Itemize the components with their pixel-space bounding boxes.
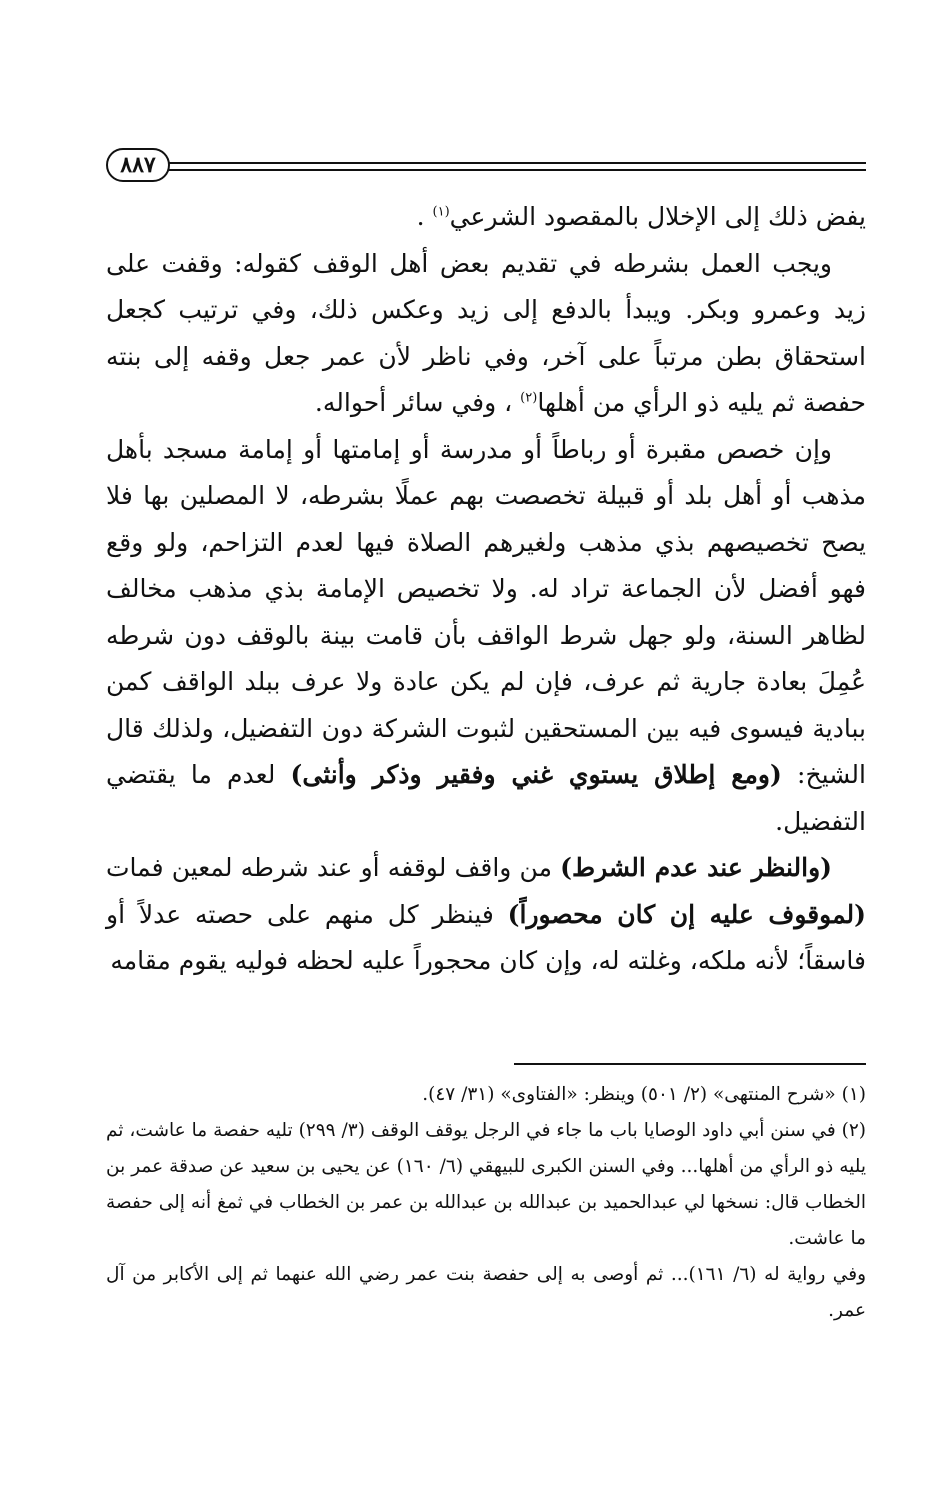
p2-text-a: ويجب العمل بشرطه في تقديم بعض أهل الوقف كقوله: وقفت على زيد وعمرو وبكر. ويبدأ بالدفع إلى زيد وعكس ذلك، وفي ترتيب كجعل استحقاق بطن مرتباً على آخر، وفي ناظر لأن عمر جعل وقفه إلى بنته حفصة ثم يليه ذو الرأي من أهلها — [106, 248, 866, 417]
header-double-rule — [166, 162, 866, 171]
footnote-2-continued: وفي رواية له (٦/ ١٦١)... ثم أوصى به إلى حفصة بنت عمر رضي الله عنهما ثم إلى الأكابر من آل عمر. — [106, 1263, 866, 1321]
p3-matn-quote: (ومع إطلاق يستوي غني وفقير وذكر وأنثى) — [290, 760, 782, 789]
p2-text-b: ، وفي سائر أحواله. — [314, 388, 521, 417]
footnote-ref-1[interactable]: (١) — [432, 204, 450, 220]
p4-text-b: فينظر كل منهم على حصته عدلاً أو فاسقاً؛ لأنه ملكه، وغلته له، وإن كان محجوراً عليه لحظه فوليه يقوم مقامه — [106, 899, 866, 975]
p3-text-b: لعدم ما يقتضي التفضيل. — [106, 760, 866, 836]
footnotes — [106, 1077, 866, 1329]
p1-end: . — [416, 202, 433, 231]
book-page — [106, 148, 866, 1468]
p1-text: يفض ذلك إلى الإخلال بالمقصود الشرعي — [449, 202, 866, 231]
footnote-ref-2[interactable]: (٢) — [520, 390, 538, 406]
page-number: ٨٨٧ — [106, 148, 170, 182]
footnote-2: (٢) في سنن أبي داود الوصايا باب ما جاء في الرجل يوقف الوقف (٣/ ٢٩٩) تليه حفصة ما عاشت، ثم يليه ذو الرأي من أهلها... وفي السنن الكبرى للبيهقي (٦/ ١٦٠) عن يحيى بن سعيد عن صدقة عمر بن الخطاب قال: نسخها لي عبدالحميد بن عبدالله بن عبدالله بن عمر بن الخطاب في ثمغ أنه إلى حفصة ما عاشت. — [106, 1119, 866, 1249]
p4-matn-quote-1: (والنظر عند عدم الشرط) — [560, 853, 832, 882]
main-text — [106, 194, 866, 985]
paragraph-3 — [106, 427, 866, 846]
paragraph-2 — [106, 241, 866, 427]
paragraph-4 — [106, 845, 866, 985]
page-header — [106, 148, 866, 192]
p4-text-a: من واقف لوقفه أو عند شرطه لمعين فمات — [106, 853, 561, 882]
p3-text-a: وإن خصص مقبرة أو رباطاً أو مدرسة أو إمامتها أو إمامة مسجد بأهل مذهب أو أهل بلد أو قبيلة تخصصت بهم عملًا بشرطه، لا المصلين بها فلا يصح تخصيصهم بذي مذهب ولغيرهم الصلاة فيها لعدم التزاحم، ولو وقع فهو أفضل لأن الجماعة تراد له. ولا تخصيص الإمامة بذي مذهب مخالف لظاهر السنة، ولو جهل شرط الواقف بأن قامت بينة بالوقف دون شرطه عُمِلَ بعادة جارية ثم عرف، فإن لم يكن عادة ولا عرف ببلد الواقف كمن ببادية فيسوى فيه بين المستحقين لثبوت الشركة دون التفضيل، ولذلك قال الشيخ: — [106, 434, 866, 789]
p4-matn-quote-2: (لموقوف عليه إن كان محصوراً) — [507, 899, 866, 929]
footnote-1: (١) «شرح المنتهى» (٢/ ٥٠١) وينظر: «الفتاوى» (٣١/ ٤٧). — [422, 1083, 866, 1105]
paragraph-1 — [106, 194, 866, 241]
footnote-separator — [514, 1063, 866, 1065]
